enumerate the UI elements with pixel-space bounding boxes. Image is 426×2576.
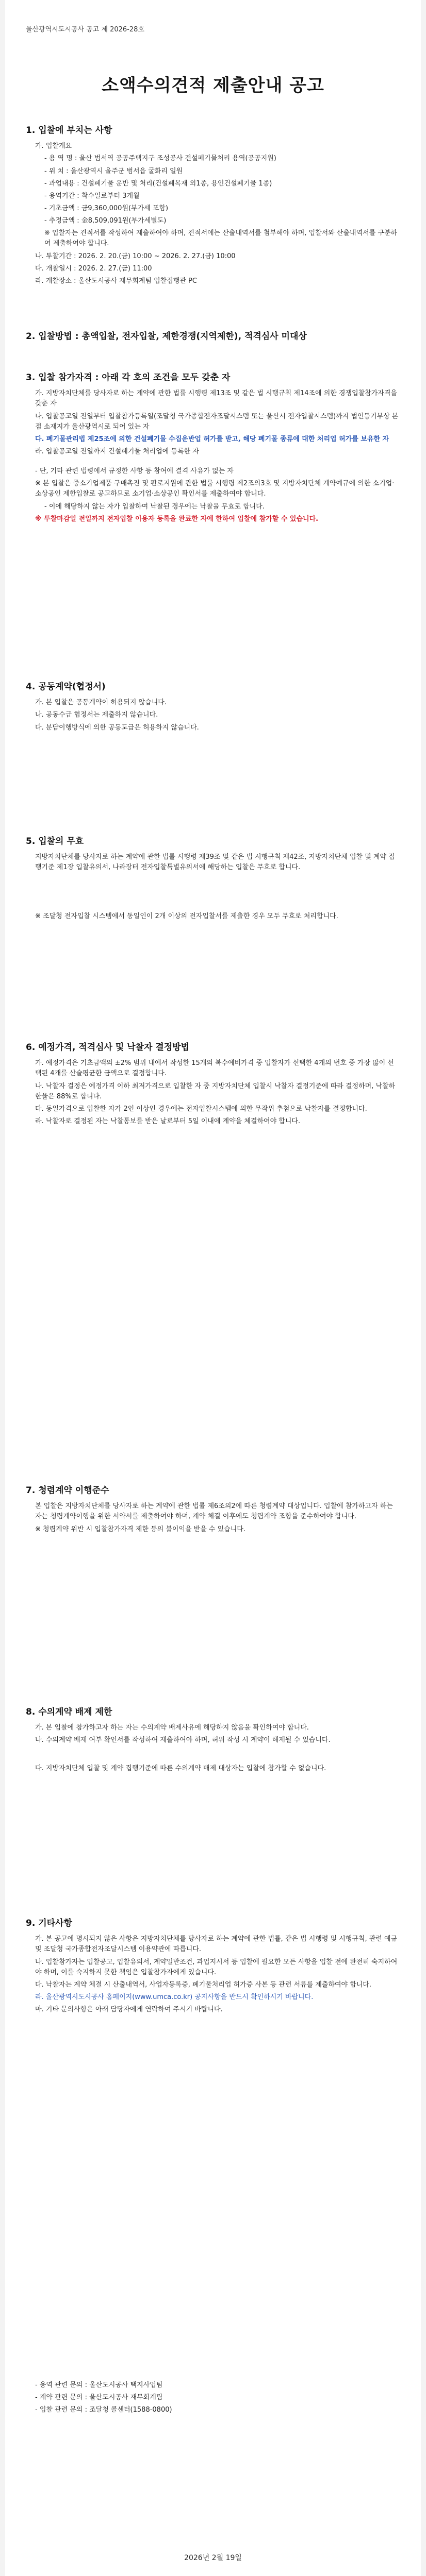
s3-item: 가. 지방자치단체를 당사자로 하는 계약에 관한 법률 시행령 제13조 및 같은 법 시행규칙 제14조에 의한 경쟁입찰참가자격을 갖춘 자 [35,389,397,408]
section-6 [26,1041,400,1129]
s9-item: 다. 낙찰자는 계약 체결 시 산출내역서, 사업자등록증, 폐기물처리업 허가증 사본 등 관련 서류를 제출하여야 합니다. [35,1980,372,1989]
s3-note: ※ 본 입찰은 중소기업제품 구매촉진 및 판로지원에 관한 법률 시행령 제2조의3호 및 지방자치단체 계약예규에 의한 소기업·소상공인 제한입찰로 공고하므로 소기업·소상공인 확인서를 제출하여야 합니다. [35,480,395,498]
s1-item: - 기초금액 : 금9,360,000원(부가세 포함) [44,205,169,213]
section-1 [26,124,400,289]
s3-item: 나. 입찰공고일 전일부터 입찰참가등록일(조달청 국가종합전자조달시스템 또는 울산시 전자입찰시스템)까지 법인등기부상 본점 소재지가 울산광역시로 되어 있는 자 [35,412,399,431]
s6-item: 라. 낙찰자로 결정된 자는 낙찰통보를 받은 날로부터 5일 이내에 계약을 체결하여야 합니다. [35,1117,301,1126]
section-2-heading: 2. 입찰방법 : 총액입찰, 전자입찰, 제한경쟁(지역제한), 적격심사 미대상 [26,331,307,342]
s8-item: 가. 본 입찰에 참가하고자 하는 자는 수의계약 배제사유에 해당하지 않음을 확인하여야 합니다. [35,1724,309,1732]
s1-item: - 과업내용 : 건설폐기물 운반 및 처리(건설폐목재 외1종, 용인건설폐기물 1종) [44,179,272,188]
s1-item: - 위 치 : 울산광역시 울주군 범서읍 굴화리 일원 [44,167,183,175]
s9-item: 라. 울산광역시도시공사 홈페이지(www.umca.co.kr) 공지사항을 반드시 확인하시기 바랍니다. [35,1993,314,2002]
page-title: 소액수의견적 제출안내 공고 [102,75,324,96]
s3-item: 라. 입찰공고일 전일까지 건설폐기물 처리업에 등록한 자 [35,448,199,456]
section-6-heading: 6. 예정가격, 적격심사 및 낙찰자 결정방법 [26,1042,190,1053]
s9-item: 마. 기타 문의사항은 아래 담당자에게 연락하여 주시기 바랍니다. [35,2006,223,2014]
section-1-heading: 1. 입찰에 부치는 사항 [26,125,112,135]
s4-item: 가. 본 입찰은 공동계약이 허용되지 않습니다. [35,699,167,707]
s6-item: 나. 낙찰자 결정은 예정가격 이하 최저가격으로 입찰한 자 중 지방자치단체 입찰시 낙찰자 결정기준에 따라 결정하며, 낙찰하한율은 88%로 합니다. [35,1082,396,1100]
s8-item: 다. 지방자치단체 입찰 및 계약 집행기준에 따른 수의계약 배제 대상자는 입찰에 참가할 수 없습니다. [35,1764,326,1772]
s3-note: ※ 투찰마감일 전일까지 전자입찰 이용자 등록을 완료한 자에 한하여 입찰에 참가할 수 있습니다. [35,515,319,523]
s4-item: 다. 분담이행방식에 의한 공동도급은 허용하지 않습니다. [35,723,199,732]
notice-document [5,0,421,2576]
s3-item: 다. 폐기물관리법 제25조에 의한 건설폐기물 수집운반업 허가를 받고, 해당 폐기물 종류에 대한 처리업 허가를 보유한 자 [35,435,389,443]
section-8 [26,1705,400,1776]
section-4 [26,680,400,735]
s5-item: ※ 조달청 전자입찰 시스템에서 동일인이 2개 이상의 전자입찰서를 제출한 경우 모두 무효로 처리합니다. [35,912,338,920]
section-2 [26,330,400,347]
s1-item: ※ 입찰자는 견적서를 작성하여 제출하여야 하며, 견적서에는 산출내역서를 첨부해야 하며, 입찰서와 산출내역서를 구분하여 제출하여야 합니다. [44,229,398,248]
s1-item: 나. 투찰기간 : 2026. 2. 20.(금) 10:00 ~ 2026. 2. 27.(금) 10:00 [35,252,236,260]
section-4-heading: 4. 공동계약(협정서) [26,682,106,692]
s6-item: 가. 예정가격은 기초금액의 ±2% 범위 내에서 작성한 15개의 복수예비가격 중 입찰자가 선택한 4개의 번호 중 가장 많이 선택된 4개를 산술평균한 금액으로 결정합니다. [35,1059,394,1078]
section-9 [26,1917,400,2017]
contact-item: - 용역 관련 문의 : 울산도시공사 택지사업팀 [35,2381,163,2389]
section-5 [26,835,400,924]
s9-item: 가. 본 공고에 명시되지 않은 사항은 지방자치단체를 당사자로 하는 계약에 관한 법률, 같은 법 시행령 및 시행규칙, 관련 예규 및 조달청 국가종합전자조달시스템 이용약관에 따릅니다. [35,1935,398,1954]
s1-item: 라. 개찰장소 : 울산도시공사 재무회계팀 입찰집행관 PC [35,277,197,285]
s5-item: 지방자치단체를 당사자로 하는 계약에 관한 법률 시행령 제39조 및 같은 법 시행규칙 제42조, 지방자치단체 입찰 및 계약 집행기준 제1장 입찰유의서, 나라장터 전자입찰특별유의서에 해당하는 입찰은 무효로 합니다. [35,853,395,872]
section-9-heading: 9. 기타사항 [26,1918,72,1928]
section-5-heading: 5. 입찰의 무효 [26,836,84,846]
s4-item: 나. 공동수급 협정서는 제출하지 않습니다. [35,711,158,719]
section-3 [26,371,400,527]
section-7 [26,1484,400,1537]
contacts [26,2380,400,2417]
s8-item: 나. 수의계약 배제 여부 확인서를 작성하여 제출하여야 하며, 허위 작성 시 계약이 해제될 수 있습니다. [35,1736,331,1744]
s6-item: 다. 동일가격으로 입찰한 자가 2인 이상인 경우에는 전자입찰시스템에 의한 무작위 추첨으로 낙찰자를 결정합니다. [35,1105,367,1113]
s1-item: 다. 개찰일시 : 2026. 2. 27.(금) 11:00 [35,264,152,273]
s1-item: - 용 역 명 : 울산 범서역 공공주택지구 조성공사 건설폐기물처리 용역(공공지원) [44,155,276,163]
section-3-heading: 3. 입찰 참가자격 : 아래 각 호의 조건을 모두 갖춘 자 [26,372,231,383]
notice-date: 2026년 2월 19일 [184,2554,242,2562]
s1-item: 가. 입찰개요 [35,142,72,150]
s3-note: - 이에 해당하지 않는 자가 입찰하여 낙찰된 경우에는 낙찰을 무효로 합니다. [44,502,265,511]
contact-item: - 계약 관련 문의 : 울산도시공사 재무회계팀 [35,2394,163,2402]
s3-note: - 단, 기타 관련 법령에서 규정한 사항 등 참여에 결격 사유가 없는 자 [35,467,234,476]
s1-item: - 용역기간 : 착수일로부터 3개월 [44,192,140,200]
s7-item: ※ 청렴계약 위반 시 입찰참가자격 제한 등의 불이익을 받을 수 있습니다. [35,1525,245,1533]
s1-item: - 추정금액 : 金8,509,091원(부가세별도) [44,217,167,225]
section-8-heading: 8. 수의계약 배제 제한 [26,1707,112,1717]
s7-item: 본 입찰은 지방자치단체를 당사자로 하는 계약에 관한 법률 제6조의2에 따른 청렴계약 대상입니다. 입찰에 참가하고자 하는 자는 청렴계약이행을 위한 서약서를 제출하여야 하며, 계약 체결 이후에도 청렴계약 조항을 준수하여야 합니다. [35,1502,393,1521]
section-7-heading: 7. 청렴계약 이행준수 [26,1485,109,1496]
contact-item: - 입찰 관련 문의 : 조달청 콜센터(1588-0800) [35,2406,172,2414]
s9-item: 나. 입찰참가자는 입찰공고, 입찰유의서, 계약일반조건, 과업지시서 등 입찰에 필요한 모든 사항을 입찰 전에 완전히 숙지하여야 하며, 이를 숙지하지 못한 책임은 입찰참가자에게 있습니다. [35,1958,398,1976]
notice-number: 울산광역시도시공사 공고 제 2026-28호 [26,26,144,33]
